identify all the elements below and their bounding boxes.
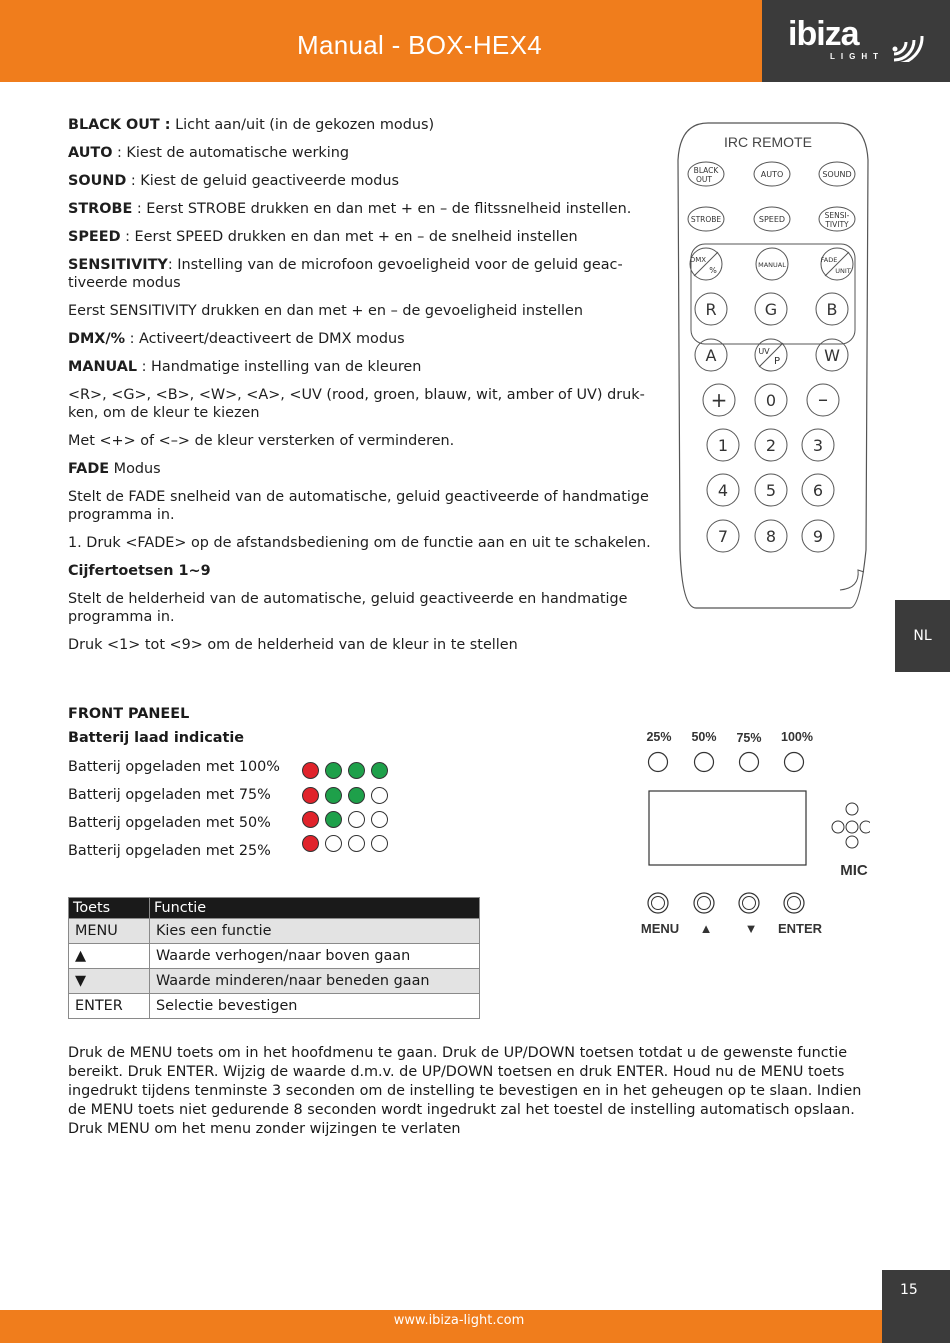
definition-text: : Handmatige instelling van de kleuren: [137, 359, 422, 375]
definition-item: [68, 302, 658, 320]
battery-row-label: Batterij opgeladen met 75%: [68, 787, 271, 803]
battery-dots-100: [302, 762, 388, 779]
minus-key-label: –: [818, 387, 828, 411]
battery-led-green: [371, 762, 388, 779]
manual-key-label: MANUAL: [758, 261, 786, 269]
definition-term: DMX/%: [68, 331, 126, 347]
mic-label: MIC: [840, 862, 868, 879]
plus-key-label: +: [710, 388, 728, 412]
battery-led-empty: [325, 835, 342, 852]
page-title: Manual - BOX-HEX4: [297, 30, 542, 60]
definition-term: STROBE: [68, 201, 133, 217]
mic-hole: [846, 803, 858, 815]
table-row: [69, 944, 480, 969]
definition-text: : Eerst SPEED drukken en dan met + en – de snelheid instellen: [120, 229, 578, 245]
definition-text: Druk <1> tot <9> om de helderheid van de kleur in te stellen: [68, 637, 518, 653]
remote-title: IRC REMOTE: [724, 134, 812, 150]
brand-logo: [762, 0, 950, 82]
battery-led-green: [348, 762, 365, 779]
table-cell-function: Kies een functie: [150, 919, 480, 944]
definition-item: [68, 172, 658, 190]
key-4-label: 4: [717, 481, 729, 500]
definition-term: MANUAL: [68, 359, 138, 375]
definition-item: [68, 116, 658, 134]
level-50-label: 50%: [691, 730, 717, 744]
table-row: [69, 969, 480, 994]
table-cell-function: Waarde minderen/naar beneden gaan: [150, 969, 480, 994]
key-1-label: 1: [717, 436, 729, 455]
definition-item: [68, 330, 658, 348]
logo-sub: LIGHT: [830, 52, 884, 61]
key-7-label: 7: [717, 527, 729, 546]
key-2-label: 2: [765, 436, 777, 455]
definition-term: Cijfertoetsen 1~9: [68, 563, 211, 579]
battery-dots-50: [302, 811, 388, 828]
definition-text: 1. Druk <FADE> op de afstandsbediening om de functie aan en uit te schakelen.: [68, 535, 651, 551]
zero-key-label: 0: [765, 391, 777, 410]
logo-word: ibiza: [788, 15, 859, 53]
definition-text: Licht aan/uit (in de gekozen modus): [170, 117, 435, 133]
signal-waves-icon: [890, 24, 926, 62]
definition-term: SPEED: [68, 229, 121, 245]
dmx-key-l1: DMX: [689, 256, 707, 264]
table-row: [69, 994, 480, 1019]
mic-hole: [860, 821, 870, 833]
r-key-label: R: [705, 300, 717, 319]
definition-item: [68, 144, 658, 162]
battery-led-empty: [348, 811, 365, 828]
definition-item: [68, 386, 658, 422]
battery-indication-title: Batterij laad indicatie: [68, 730, 245, 746]
definition-item: [68, 562, 658, 580]
definition-text: Stelt de FADE snelheid van de automatische, geluid geactiveerde of handmatige programma in.: [68, 489, 649, 523]
battery-led-empty: [371, 787, 388, 804]
remote-key-definitions: [68, 116, 658, 664]
key-6-label: 6: [812, 481, 824, 500]
w-key-label: W: [824, 346, 840, 365]
table-cell-key: ▼: [69, 969, 150, 994]
table-cell-function: Selectie bevestigen: [150, 994, 480, 1019]
auto-key-label: AUTO: [760, 170, 784, 179]
battery-dots-75: [302, 787, 388, 804]
definition-text: : Activeert/deactiveert de DMX modus: [125, 331, 405, 347]
menu-instructions: Druk de MENU toets om in het hoofdmenu te gaan. Druk de UP/DOWN toetsen totdat u de gewenste functie bereikt. Druk ENTER. Wijzig de waarde d.m.v. de UP/DOWN toetsen en druk ENTER. Houd nu de MENU toets ingedrukt tijdens tenminste 3 seconden om de instelling te bevestigen en in het geheugen op te slaan. Indien de MENU toets niet gedurende 8 seconden wordt ingedrukt zal het toestel de instelling automatisch opslaan. Druk MENU om het menu zonder wijzingen te verlaten: [68, 1045, 862, 1137]
definition-item: [68, 200, 658, 218]
battery-row-label: Batterij opgeladen met 50%: [68, 815, 271, 831]
definition-text: : Instelling van de microfoon gevoeligheid voor de geluid geac-tiveerde modus: [68, 257, 623, 291]
definition-text: Eerst SENSITIVITY drukken en dan met + en – de gevoeligheid instellen: [68, 303, 583, 319]
definition-item: [68, 432, 658, 450]
battery-led-red: [302, 835, 319, 852]
level-25-label: 25%: [646, 730, 672, 744]
battery-row-label: Batterij opgeladen met 25%: [68, 843, 271, 859]
table-row: [69, 919, 480, 944]
level-75-label: 75%: [736, 731, 762, 745]
battery-led-green: [325, 762, 342, 779]
black-out-key-l2: OUT: [696, 175, 712, 184]
battery-led-green: [325, 787, 342, 804]
level-led-25: [649, 753, 668, 772]
definition-item: [68, 228, 658, 246]
key-8-label: 8: [765, 527, 777, 546]
definition-item: [68, 534, 658, 552]
table-cell-key: MENU: [69, 919, 150, 944]
g-key-label: G: [764, 300, 778, 319]
a-key-label: A: [705, 346, 717, 365]
table-header-row: [69, 898, 480, 919]
definition-item: [68, 636, 658, 654]
fade-key-l1: FADE: [820, 256, 838, 264]
footer-url: www.ibiza-light.com: [0, 1310, 882, 1343]
display-screen: [649, 791, 806, 865]
language-tab: NL: [895, 600, 950, 672]
level-led-100: [785, 753, 804, 772]
definition-text: Modus: [109, 461, 161, 477]
battery-led-red: [302, 762, 319, 779]
definition-item: [68, 358, 658, 376]
mic-hole: [846, 836, 858, 848]
front-panel-title: FRONT PANEEL: [68, 706, 190, 722]
level-led-75: [740, 753, 759, 772]
black-out-key-l1: BLACK: [693, 166, 719, 175]
battery-row-label: Batterij opgeladen met 100%: [68, 759, 280, 775]
definition-text: : Kiest de geluid geactiveerde modus: [126, 173, 400, 189]
front-panel-diagram: [630, 725, 870, 940]
table-header-cell: Functie: [150, 898, 480, 919]
definition-text: : Eerst STROBE drukken en dan met + en – de flitssnelheid instellen.: [132, 201, 632, 217]
table-cell-key: ENTER: [69, 994, 150, 1019]
key-function-table: [68, 897, 480, 1019]
ir-remote-diagram: [668, 120, 878, 620]
battery-dots-25: [302, 835, 388, 852]
definition-item: [68, 256, 658, 292]
battery-led-empty: [348, 835, 365, 852]
dmx-key-l2: %: [709, 266, 717, 275]
definition-term: AUTO: [68, 145, 113, 161]
definition-term: FADE: [68, 461, 110, 477]
key-9-label: 9: [812, 527, 824, 546]
enter-button-label: ENTER: [777, 921, 823, 936]
battery-led-empty: [371, 835, 388, 852]
battery-led-green: [348, 787, 365, 804]
definition-item: [68, 488, 658, 524]
battery-led-red: [302, 811, 319, 828]
menu-button-label: MENU: [640, 921, 680, 936]
definition-text: Stelt de helderheid van de automatische, geluid geactiveerde en handmatige programma in.: [68, 591, 628, 625]
level-100-label: 100%: [781, 730, 813, 744]
key-3-label: 3: [812, 436, 824, 455]
strobe-key-label: STROBE: [690, 215, 722, 224]
table-cell-function: Waarde verhogen/naar boven gaan: [150, 944, 480, 969]
key-5-label: 5: [765, 481, 777, 500]
mic-hole: [846, 821, 858, 833]
definition-text: Met <+> of <–> de kleur versterken of verminderen.: [68, 433, 455, 449]
up-button-label: ▲: [699, 921, 713, 936]
uv-key-l2: P: [773, 356, 781, 367]
level-led-50: [695, 753, 714, 772]
speed-key-label: SPEED: [758, 215, 786, 224]
b-key-label: B: [826, 300, 838, 319]
sensitivity-key-l2: TIVITY: [825, 220, 849, 229]
battery-led-red: [302, 787, 319, 804]
battery-led-empty: [371, 811, 388, 828]
page-header: [0, 0, 950, 82]
battery-led-green: [325, 811, 342, 828]
definition-item: [68, 460, 658, 478]
definition-term: BLACK OUT :: [68, 117, 171, 133]
uv-key-l1: UV: [758, 347, 770, 356]
definition-text: <R>, <G>, <B>, <W>, <A>, <UV (rood, groen, blauw, wit, amber of UV) druk-ken, om de kleur te kiezen: [68, 387, 645, 421]
definition-text: : Kiest de automatische werking: [112, 145, 349, 161]
sound-key-label: SOUND: [822, 170, 852, 179]
page-number: 15: [882, 1270, 950, 1343]
mic-hole: [832, 821, 844, 833]
table-cell-key: ▲: [69, 944, 150, 969]
down-button-label: ▼: [744, 921, 758, 936]
definition-term: SOUND: [68, 173, 127, 189]
fade-key-l2: UNIT: [835, 267, 851, 275]
definition-term: SENSITIVITY: [68, 257, 168, 273]
definition-item: [68, 590, 658, 626]
table-header-cell: Toets: [69, 898, 150, 919]
sensitivity-key-l1: SENSI-: [824, 211, 850, 220]
